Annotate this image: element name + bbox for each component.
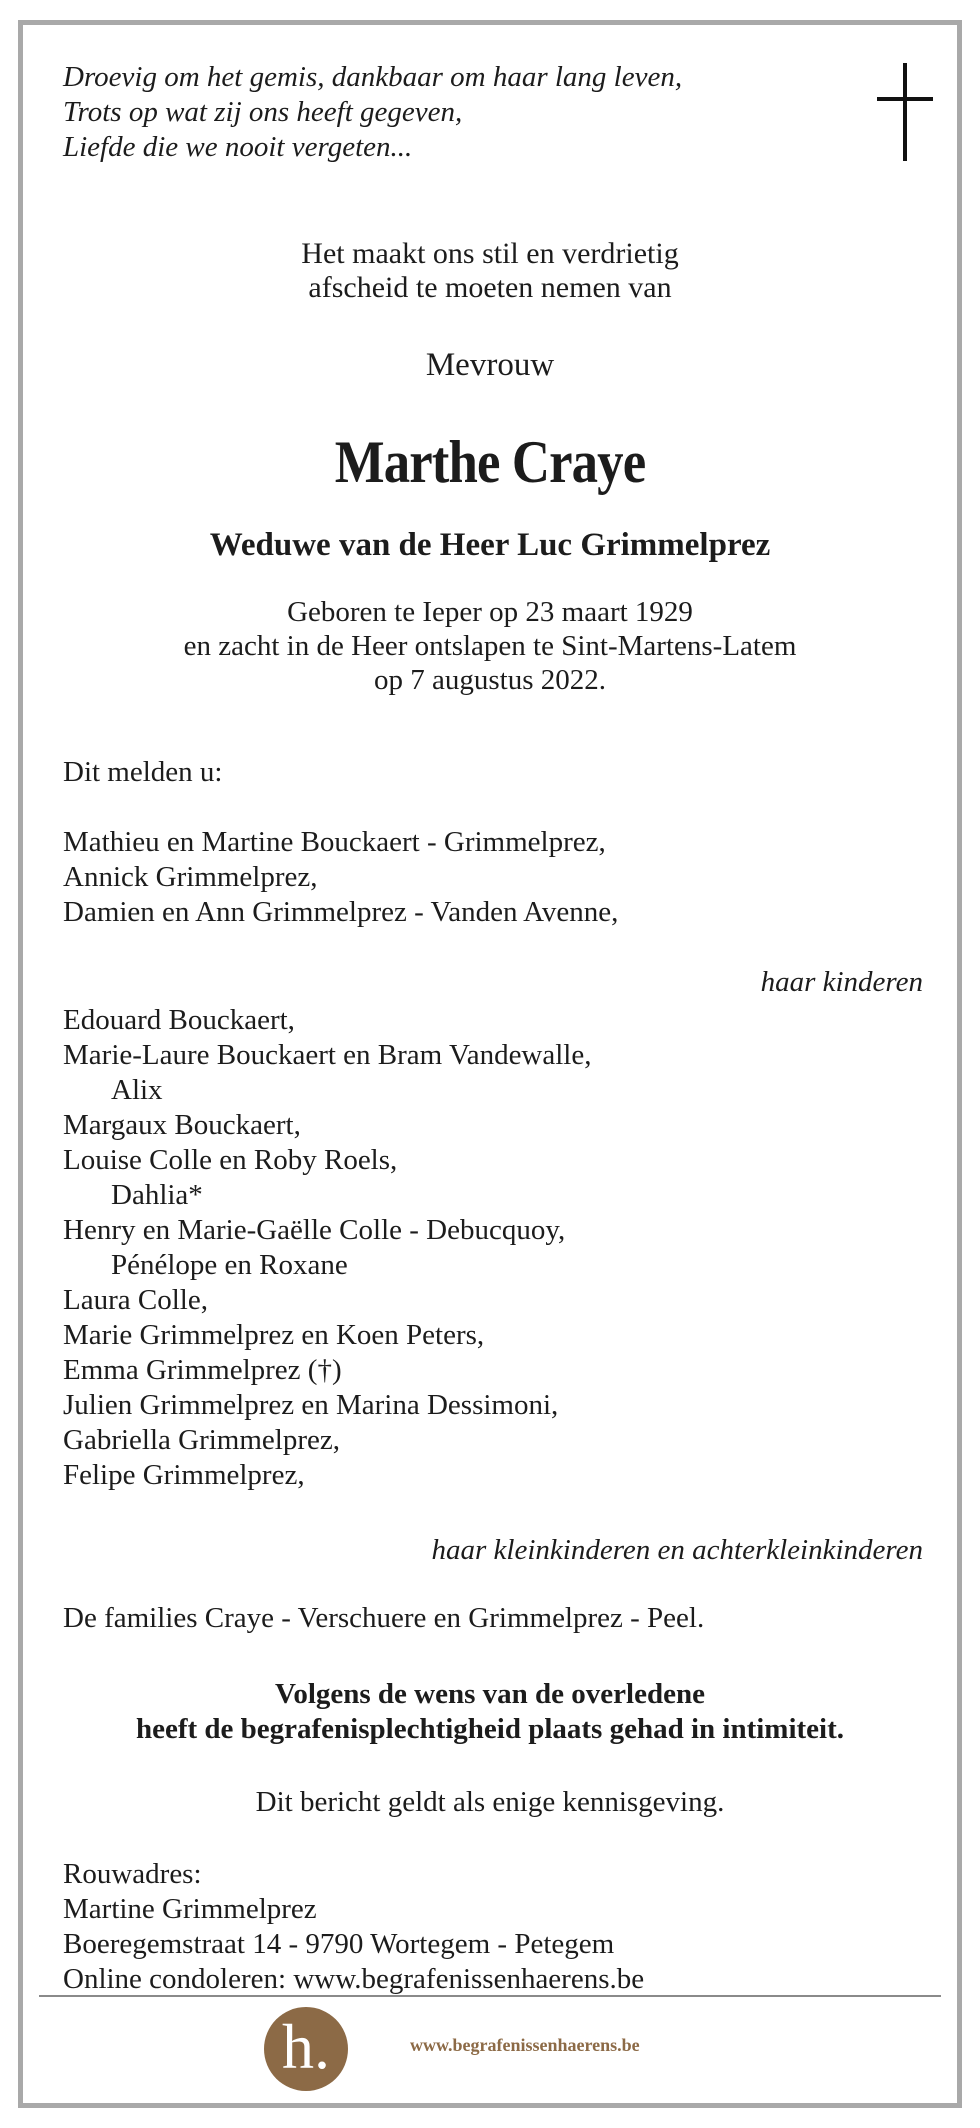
widow-line: Weduwe van de Heer Luc Grimmelprez bbox=[209, 527, 771, 563]
notice-text: Dit bericht geldt als enige kennisgeving. bbox=[255, 1786, 725, 1818]
address-line: Martine Grimmelprez bbox=[63, 1893, 317, 1925]
poem bbox=[63, 60, 682, 165]
list-item: Margaux Bouckaert, bbox=[63, 1109, 301, 1141]
list-item: Annick Grimmelprez, bbox=[63, 861, 318, 893]
list-item: Edouard Bouckaert, bbox=[63, 1004, 295, 1036]
list-item: Marie-Laure Bouckaert en Bram Vandewalle, bbox=[63, 1039, 592, 1071]
born-line: Geboren te Ieper op 23 maart 1929 bbox=[287, 596, 693, 628]
address-line[interactable]: Online condoleren: www.begrafenissenhaerens.be bbox=[63, 1963, 645, 1995]
list-item: Mathieu en Martine Bouckaert - Grimmelprez, bbox=[63, 826, 606, 858]
poem-line: Droevig om het gemis, dankbaar om haar lang leven, bbox=[63, 61, 683, 93]
birth-death-info bbox=[23, 595, 957, 697]
wish-line: Volgens de wens van de overledene bbox=[275, 1678, 705, 1710]
list-item: Louise Colle en Roby Roels, bbox=[63, 1144, 398, 1176]
list-item: Dahlia* bbox=[111, 1179, 203, 1211]
address-line: Boeregemstraat 14 - 9790 Wortegem - Petegem bbox=[63, 1928, 615, 1960]
wish-line: heeft de begrafenisplechtigheid plaats gehad in intimiteit. bbox=[135, 1713, 845, 1745]
announce-text: Dit melden u: bbox=[63, 756, 223, 788]
list-item: Laura Colle, bbox=[63, 1284, 208, 1316]
born-line: op 7 augustus 2022. bbox=[374, 664, 606, 696]
list-item: Julien Grimmelprez en Marina Dessimoni, bbox=[63, 1389, 559, 1421]
funeral-home-url[interactable]: www.begrafenissenhaerens.be bbox=[410, 2035, 640, 2055]
divider bbox=[39, 1995, 941, 1997]
list-item: Pénélope en Roxane bbox=[111, 1249, 348, 1281]
poem-line: Liefde die we nooit vergeten... bbox=[63, 131, 413, 163]
wish-text bbox=[23, 1677, 957, 1747]
logo-icon: h. bbox=[264, 2007, 348, 2091]
list-item: Gabriella Grimmelprez, bbox=[63, 1424, 340, 1456]
address-line: Rouwadres: bbox=[63, 1858, 202, 1890]
grandchildren-label: haar kleinkinderen en achterkleinkinderen bbox=[431, 1534, 923, 1566]
obituary-card bbox=[18, 20, 962, 2108]
list-item: Marie Grimmelprez en Koen Peters, bbox=[63, 1319, 485, 1351]
families-text: De families Craye - Verschuere en Grimmelprez - Peel. bbox=[63, 1602, 705, 1634]
list-item: Damien en Ann Grimmelprez - Vanden Avenne, bbox=[63, 896, 619, 928]
list-item: Emma Grimmelprez (†) bbox=[63, 1354, 342, 1386]
poem-line: Trots op wat zij ons heeft gegeven, bbox=[63, 96, 463, 128]
deceased-name: Marthe Craye bbox=[334, 429, 646, 495]
intro-line: Het maakt ons stil en verdrietig bbox=[301, 237, 679, 270]
grandchildren-list bbox=[63, 1003, 592, 1493]
address-block bbox=[63, 1857, 644, 1997]
list-item: Felipe Grimmelprez, bbox=[63, 1459, 305, 1491]
list-item: Henry en Marie-Gaëlle Colle - Debucquoy, bbox=[63, 1214, 566, 1246]
title-word: Mevrouw bbox=[425, 347, 555, 383]
intro-line: afscheid te moeten nemen van bbox=[308, 271, 672, 304]
list-item: Alix bbox=[111, 1074, 163, 1106]
cross-icon bbox=[875, 63, 935, 163]
intro-text bbox=[23, 237, 957, 305]
children-label: haar kinderen bbox=[760, 966, 923, 998]
born-line: en zacht in de Heer ontslapen te Sint-Martens-Latem bbox=[183, 630, 797, 662]
children-list bbox=[63, 825, 618, 930]
